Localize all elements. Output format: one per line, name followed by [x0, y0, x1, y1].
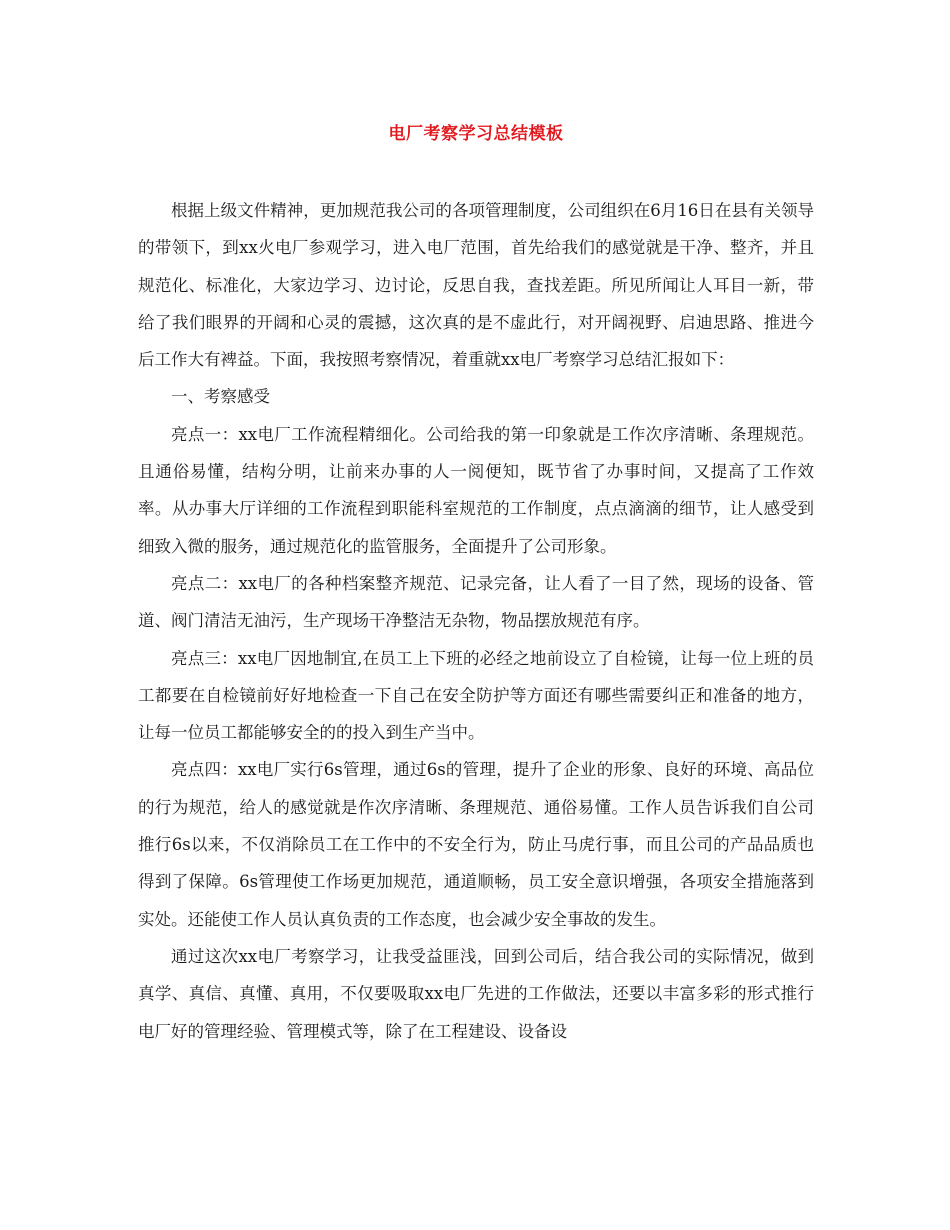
paragraph-highlight-2: 亮点二：xx电厂的各种档案整齐规范、记录完备，让人看了一目了然，现场的设备、管道、阀门清洁无油污，生产现场干净整洁无杂物，物品摆放规范有序。 [138, 573, 814, 631]
paragraph-highlight-3: 亮点三：xx电厂因地制宜,在员工上下班的必经之地前设立了自检镜，让每一位上班的员工都要在自检镜前好好地检查一下自己在安全防护等方面还有哪些需要纠正和准备的地方，让每一位员工都能够安全的的投入到生产当中。 [138, 648, 814, 743]
paragraph-highlight-1: 亮点一：xx电厂工作流程精细化。公司给我的第一印象就是工作次序清晰、条理规范。且通俗易懂，结构分明，让前来办事的人一阅便知，既节省了办事时间，又提高了工作效率。从办事大厅详细的工作流程到职能科室规范的工作制度，点点滴滴的细节，让人感受到细致入微的服务，通过规范化的监管服务，全面提升了公司形象。 [138, 424, 814, 556]
paragraph-highlight-4: 亮点四：xx电厂实行6s管理，通过6s的管理，提升了企业的形象、良好的环境、高品位的行为规范，给人的感觉就是作次序清晰、条理规范、通俗易懂。工作人员告诉我们自公司推行6s以来，不仅消除员工在工作中的不安全行为，防止马虎行事，而且公司的产品品质也得到了保障。6s管理使工作场更加规范，通道顺畅，员工安全意识增强，各项安全措施落到实处。还能使工作人员认真负责的工作态度，也会减少安全事故的发生。 [138, 760, 814, 929]
document-title: 电厂考察学习总结模板 [388, 124, 564, 144]
paragraph-intro: 根据上级文件精神，更加规范我公司的各项管理制度，公司组织在6月16日在县有关领导的带领下，到xx火电厂参观学习，进入电厂范围，首先给我们的感觉就是干净、整齐，并且规范化、标准化，大家边学习、边讨论，反思自我，查找差距。所见所闻让人耳目一新，带给了我们眼界的开阔和心灵的震撼，这次真的是不虚此行，对开阔视野、启迪思路、推进今后工作大有裨益。下面，我按照考察情况，着重就xx电厂考察学习总结汇报如下： [138, 201, 814, 370]
document-page [138, 120, 814, 1050]
paragraph-conclusion: 通过这次xx电厂考察学习，让我受益匪浅，回到公司后，结合我公司的实际情况，做到真学、真信、真懂、真用，不仅要吸取xx电厂先进的工作做法，还要以丰富多彩的形式推行电厂好的管理经验、管理模式等，除了在工程建设、设备设 [138, 946, 814, 1041]
section-heading-impressions: 一、考察感受 [171, 387, 270, 407]
